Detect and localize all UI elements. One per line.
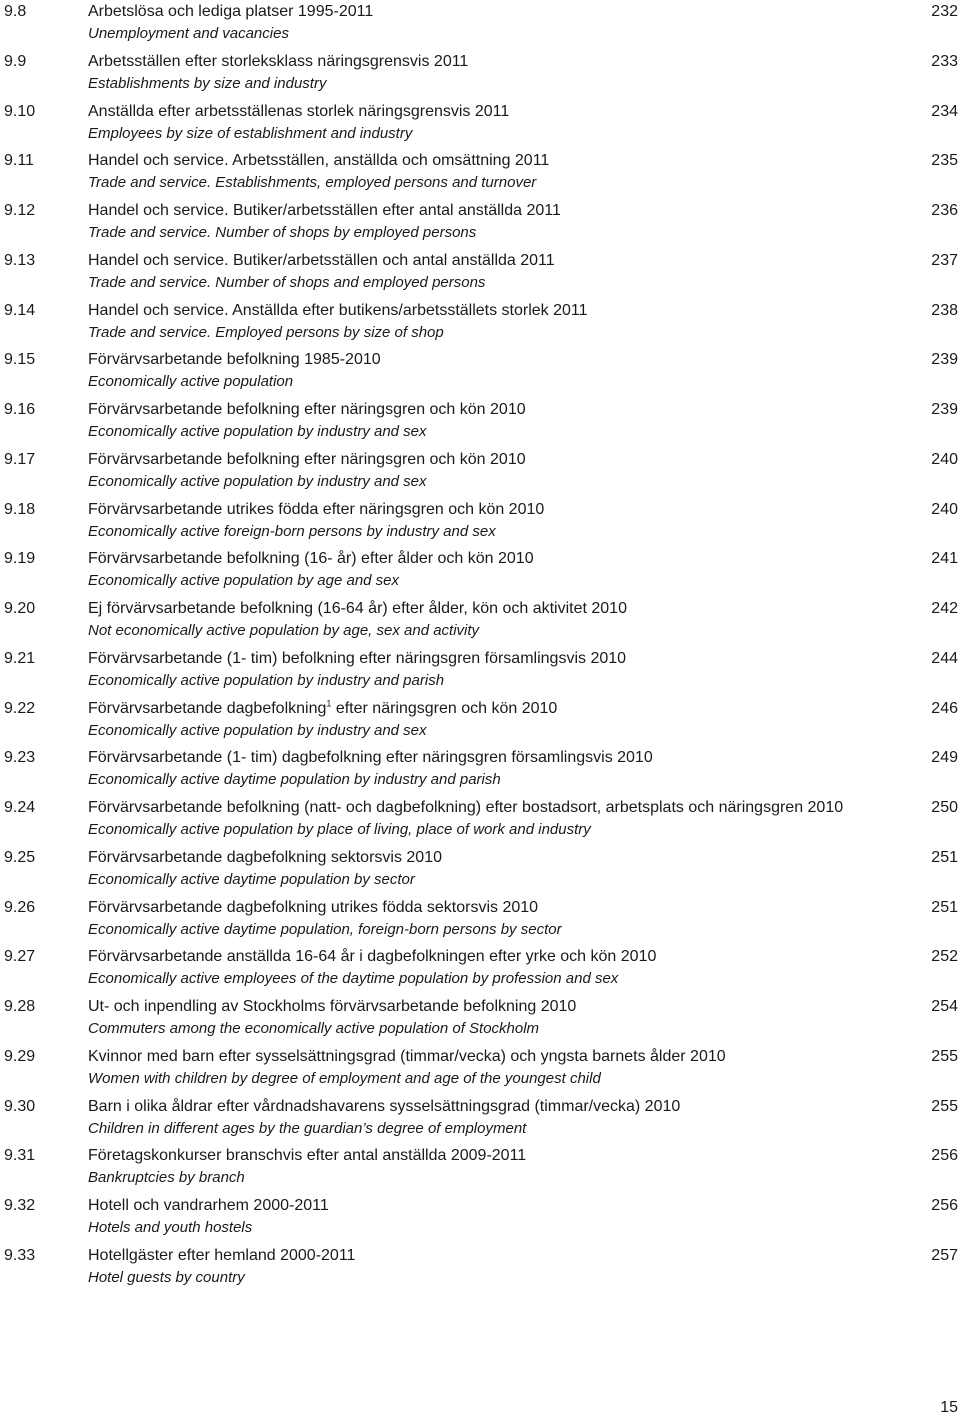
- table-number: 9.28: [4, 998, 36, 1015]
- english-title: Economically active population: [88, 373, 294, 391]
- english-title: Economically active population by industry and sex: [88, 472, 427, 490]
- page-reference: 246: [931, 699, 958, 717]
- swedish-title: Förvärvsarbetande befolkning efter näringsgren och kön 2010: [88, 401, 526, 418]
- swedish-title: Förvärvsarbetande dagbefolkning utrikes födda sektorsvis 2010: [88, 898, 539, 916]
- english-title: Economically active population by age and sex: [88, 572, 400, 590]
- english-title: Trade and service. Number of shops by employed persons: [88, 224, 477, 241]
- toc-entry[interactable]: [0, 1244, 960, 1294]
- toc-entry[interactable]: [0, 1194, 960, 1244]
- swedish-title: Handel och service. Butiker/arbetsställen efter antal anställda 2011: [88, 202, 561, 219]
- swedish-title: Hotell och vandrarhem 2000-2011: [88, 1197, 329, 1214]
- table-number: 9.30: [4, 1097, 36, 1115]
- table-number: 9.9: [4, 52, 27, 70]
- table-number: 9.25: [4, 848, 36, 866]
- english-title: Employees by size of establishment and industry: [88, 124, 413, 142]
- page-reference: 237: [931, 251, 958, 269]
- table-number: 9.32: [4, 1197, 36, 1214]
- swedish-title: Handel och service. Butiker/arbetsställen och antal anställda 2011: [88, 251, 555, 269]
- page-reference: 252: [931, 948, 958, 966]
- toc-entry[interactable]: [0, 348, 960, 398]
- page-reference: 251: [931, 898, 958, 916]
- toc-entry[interactable]: [0, 1144, 960, 1194]
- table-number: 9.13: [4, 251, 36, 269]
- page-reference: 255: [931, 1047, 958, 1065]
- toc-entry[interactable]: [0, 746, 960, 796]
- toc-entry[interactable]: [0, 498, 960, 548]
- table-number: 9.18: [4, 500, 36, 518]
- swedish-title-part: Förvärvsarbetande dagbefolkning: [88, 699, 327, 717]
- swedish-title: Förvärvsarbetande befolkning (natt- och dagbefolkning) efter bostadsort, arbetsplats och näringsgren 2010: [88, 799, 844, 816]
- table-number: 9.8: [4, 3, 27, 20]
- swedish-title: Förvärvsarbetande dagbefolkning sektorsvis 2010: [88, 848, 442, 866]
- page-reference: 251: [931, 848, 958, 866]
- table-number: 9.24: [4, 799, 36, 816]
- swedish-title: [88, 697, 557, 721]
- swedish-title: Förvärvsarbetande (1- tim) befolkning efter näringsgren församlingsvis 2010: [88, 649, 627, 667]
- swedish-title: Förvärvsarbetande utrikes födda efter näringsgren och kön 2010: [88, 500, 545, 518]
- table-number: 9.15: [4, 351, 36, 369]
- page-reference: 256: [931, 1147, 958, 1165]
- page-reference: 240: [931, 500, 958, 518]
- page-reference: 249: [931, 749, 958, 767]
- table-number: 9.21: [4, 649, 36, 667]
- toc-entry[interactable]: [0, 448, 960, 498]
- swedish-title: Förvärvsarbetande (1- tim) dagbefolkning efter näringsgren församlingsvis 2010: [88, 749, 653, 767]
- page-reference: 255: [931, 1097, 958, 1115]
- english-title: Economically active foreign-born persons by industry and sex: [88, 522, 496, 540]
- toc-entry[interactable]: [0, 547, 960, 597]
- toc-entry[interactable]: [0, 0, 960, 50]
- swedish-title: Handel och service. Anställda efter butikens/arbetsställets storlek 2011: [88, 301, 588, 319]
- english-title: Commuters among the economically active population of Stockholm: [88, 1020, 540, 1037]
- swedish-title: Förvärvsarbetande anställda 16-64 år i dagbefolkningen efter yrke och kön 2010: [88, 948, 657, 966]
- english-title: Hotel guests by country: [88, 1268, 245, 1286]
- swedish-title: Företagskonkurser branschvis efter antal anställda 2009-2011: [88, 1147, 527, 1165]
- page-number: 15: [940, 1399, 958, 1416]
- swedish-title: Förvärvsarbetande befolkning efter näringsgren och kön 2010: [88, 450, 526, 468]
- toc-entry[interactable]: [0, 199, 960, 249]
- swedish-title: Arbetslösa och lediga platser 1995-2011: [88, 3, 374, 20]
- swedish-title: Barn i olika åldrar efter vårdnadshavarens sysselsättningsgrad (timmar/vecka) 2010: [88, 1097, 681, 1115]
- page-reference: 233: [931, 52, 958, 70]
- table-number: 9.16: [4, 401, 36, 418]
- english-title: Trade and service. Number of shops and employed persons: [88, 273, 486, 291]
- english-title: Hotels and youth hostels: [88, 1219, 253, 1236]
- toc-entry[interactable]: [0, 945, 960, 995]
- toc-entry[interactable]: [0, 697, 960, 747]
- swedish-title: Förvärvsarbetande befolkning 1985-2010: [88, 351, 381, 369]
- table-number: 9.11: [4, 152, 34, 170]
- table-number: 9.17: [4, 450, 36, 468]
- toc-entry[interactable]: [0, 995, 960, 1045]
- english-title: Economically active daytime population by sector: [88, 870, 415, 888]
- page-reference: 240: [931, 450, 958, 468]
- toc-entry[interactable]: [0, 846, 960, 896]
- page-reference: 241: [931, 550, 958, 568]
- page-reference: 256: [931, 1197, 958, 1214]
- english-title: Bankruptcies by branch: [88, 1169, 245, 1187]
- swedish-title: Ej förvärvsarbetande befolkning (16-64 år) efter ålder, kön och aktivitet 2010: [88, 600, 627, 617]
- english-title: Establishments by size and industry: [88, 74, 327, 92]
- swedish-title: Kvinnor med barn efter sysselsättningsgrad (timmar/vecka) och yngsta barnets ålder 2010: [88, 1047, 726, 1065]
- toc-entry[interactable]: [0, 50, 960, 100]
- table-number: 9.26: [4, 898, 36, 916]
- english-title: Not economically active population by age, sex and activity: [88, 622, 480, 639]
- toc-entry[interactable]: [0, 647, 960, 697]
- swedish-title: Hotellgäster efter hemland 2000-2011: [88, 1246, 356, 1264]
- toc-entry[interactable]: [0, 398, 960, 448]
- table-number: 9.31: [4, 1147, 36, 1165]
- page-reference: 257: [931, 1246, 958, 1264]
- english-title: Economically active employees of the daytime population by profession and sex: [88, 970, 619, 988]
- table-number: 9.23: [4, 749, 36, 767]
- page-reference: 250: [931, 799, 958, 816]
- table-number: 9.33: [4, 1246, 36, 1264]
- toc-entry[interactable]: [0, 1045, 960, 1095]
- english-title: Trade and service. Establishments, employed persons and turnover: [88, 174, 537, 192]
- english-title: Economically active daytime population, foreign-born persons by sector: [88, 920, 562, 938]
- english-title: Economically active population by industry and sex: [88, 423, 427, 440]
- swedish-title: Förvärvsarbetande befolkning (16- år) efter ålder och kön 2010: [88, 550, 534, 568]
- footnote-marker: 1: [326, 698, 332, 709]
- page-reference: 239: [931, 351, 958, 369]
- page-reference: 236: [931, 202, 958, 219]
- toc-entry[interactable]: [0, 1095, 960, 1145]
- page-reference: 232: [931, 3, 958, 20]
- table-number: 9.14: [4, 301, 36, 319]
- swedish-title: Ut- och inpendling av Stockholms förvärvsarbetande befolkning 2010: [88, 998, 577, 1015]
- english-title: Economically active population by industry and sex: [88, 721, 427, 739]
- english-title: Unemployment and vacancies: [88, 25, 289, 42]
- swedish-title: Arbetsställen efter storleksklass näringsgrensvis 2011: [88, 52, 469, 70]
- page-reference: 254: [931, 998, 958, 1015]
- toc-entry[interactable]: [0, 796, 960, 846]
- table-number: 9.27: [4, 948, 36, 966]
- toc-entry[interactable]: [0, 100, 960, 150]
- english-title: Children in different ages by the guardian’s degree of employment: [88, 1119, 527, 1137]
- table-number: 9.19: [4, 550, 36, 568]
- swedish-title: Anställda efter arbetsställenas storlek näringsgrensvis 2011: [88, 102, 510, 120]
- table-number: 9.20: [4, 600, 36, 617]
- table-number: 9.12: [4, 202, 36, 219]
- page-reference: 239: [931, 401, 958, 418]
- swedish-title-part: efter näringsgren och kön 2010: [331, 699, 558, 717]
- swedish-title: Handel och service. Arbetsställen, anställda och omsättning 2011: [88, 152, 550, 170]
- table-number: 9.29: [4, 1047, 36, 1065]
- english-title: Economically active population by place of living, place of work and industry: [88, 821, 591, 838]
- english-title: Trade and service. Employed persons by size of shop: [88, 323, 444, 341]
- toc-entry[interactable]: [0, 249, 960, 299]
- toc-entry[interactable]: [0, 896, 960, 946]
- english-title: Economically active population by industry and parish: [88, 671, 445, 689]
- page-reference: 235: [931, 152, 958, 170]
- toc-entry[interactable]: [0, 149, 960, 199]
- table-number: 9.22: [4, 699, 36, 717]
- page-reference: 242: [931, 600, 958, 617]
- toc-entry[interactable]: [0, 299, 960, 349]
- page-reference: 234: [931, 102, 958, 120]
- toc-entry[interactable]: [0, 597, 960, 647]
- table-number: 9.10: [4, 102, 36, 120]
- page-reference: 238: [931, 301, 958, 319]
- english-title: Women with children by degree of employment and age of the youngest child: [88, 1069, 601, 1087]
- page-reference: 244: [931, 649, 958, 667]
- english-title: Economically active daytime population by industry and parish: [88, 771, 501, 789]
